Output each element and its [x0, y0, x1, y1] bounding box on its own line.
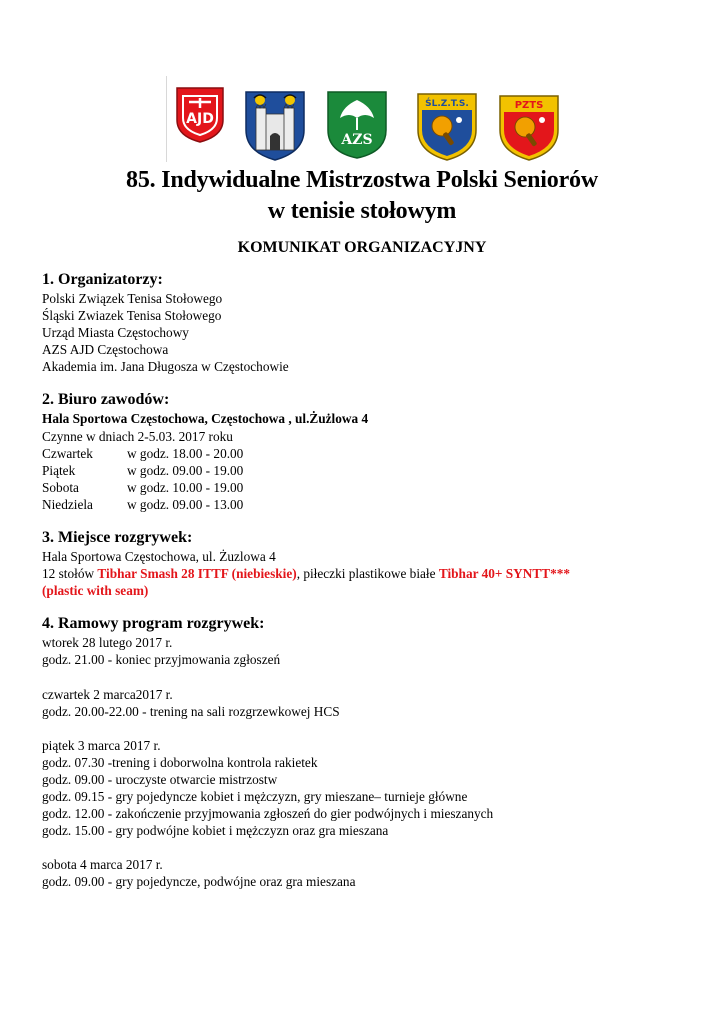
pzts-logo: [498, 94, 560, 164]
schedule-item: godz. 20.00-22.00 - trening na sali rozgrzewkowej HCS: [42, 703, 340, 719]
schedule-item: godz. 21.00 - koniec przyjmowania zgłoszeń: [42, 652, 281, 668]
balls-note: (plastic with seam): [42, 583, 149, 599]
logo-divider: [166, 76, 167, 162]
section3-heading: 3. Miejsce rozgrywek:: [42, 529, 193, 547]
organizer-line: AZS AJD Częstochowa: [42, 342, 169, 358]
schedule-item: godz. 09.15 - gry pojedyncze kobiet i mężczyzn, gry mieszane– turnieje główne: [42, 788, 468, 804]
office-hours-row: [42, 479, 702, 496]
office-hours-time: w godz. 09.00 - 13.00: [127, 496, 244, 512]
schedule-item: godz. 07.30 -trening i doborwolna kontrola rakietek: [42, 754, 318, 770]
organizer-line: Akademia im. Jana Długosza w Częstochowie: [42, 359, 289, 375]
office-hours-row: [42, 462, 702, 479]
schedule-item: godz. 12.00 - zakończenie przyjmowania zgłoszeń do gier podwójnych i mieszanych: [42, 806, 494, 822]
balls-brand: Tibhar 40+ SYNTT***: [438, 566, 571, 582]
page-title-line1: 85. Indywidualne Mistrzostwa Polski Seniorów: [126, 167, 598, 193]
czestochowa-coat-of-arms: [244, 90, 306, 162]
logos-row: [166, 76, 566, 166]
schedule-item: godz. 09.00 - gry pojedyncze, podwójne oraz gra mieszana: [42, 874, 356, 890]
office-hours-day: Piątek: [42, 462, 76, 478]
office-hours-row: [42, 496, 702, 513]
schedule-date: sobota 4 marca 2017 r.: [42, 857, 163, 873]
azs-logo-text: AZS: [341, 132, 373, 148]
office-hours-time: w godz. 10.00 - 19.00: [127, 479, 244, 495]
section4-heading: 4. Ramowy program rozgrywek:: [42, 615, 265, 633]
pzts-logo-text: PZTS: [514, 100, 544, 111]
schedule-item: godz. 15.00 - gry podwójne kobiet i mężczyzn oraz gra mieszana: [42, 823, 389, 839]
page-title-line2: w tenisie stołowym: [267, 198, 457, 224]
tables-brand: Tibhar Smash 28 ITTF (niebieskie): [97, 566, 297, 582]
office-hours-time: w godz. 09.00 - 19.00: [127, 462, 244, 478]
office-hours-time: w godz. 18.00 - 20.00: [127, 445, 244, 461]
document-body: [42, 270, 702, 890]
section1-heading: 1. Organizatorzy:: [42, 271, 163, 288]
tables-prefix: 12 stołów: [42, 566, 98, 582]
office-hours-day: Sobota: [42, 479, 79, 495]
organizer-line: Urząd Miasta Częstochowy: [42, 325, 189, 341]
page-subtitle: KOMUNIKAT ORGANIZACYJNY: [237, 239, 487, 256]
schedule-item: godz. 09.00 - uroczyste otwarcie mistrzostw: [42, 771, 278, 787]
office-hours-day: Czwartek: [42, 445, 93, 461]
office-hours-row: [42, 445, 702, 462]
office-hours-day: Niedziela: [42, 496, 93, 512]
slzts-logo: [416, 92, 478, 162]
schedule-date: wtorek 28 lutego 2017 r.: [42, 635, 173, 651]
equipment-line: [42, 565, 702, 582]
schedule-date: piątek 3 marca 2017 r.: [42, 737, 161, 753]
office-open-dates: Czynne w dniach 2-5.03. 2017 roku: [42, 428, 233, 444]
section2-heading: 2. Biuro zawodów:: [42, 391, 170, 409]
balls-text: , piłeczki plastikowe białe: [296, 566, 439, 582]
ajd-logo: [175, 86, 225, 144]
schedule-date: czwartek 2 marca2017 r.: [42, 686, 173, 702]
organizer-line: Polski Związek Tenisa Stołowego: [42, 291, 223, 306]
azs-logo: [326, 90, 388, 160]
competition-venue: Hala Sportowa Częstochowa, ul. Żuzlowa 4: [42, 549, 276, 565]
organizer-line: Śląski Zwiazek Tenisa Stołowego: [42, 308, 222, 324]
ajd-logo-text: AJD: [186, 111, 214, 127]
office-venue: Hala Sportowa Częstochowa, Częstochowa , ul.Żużlowa 4: [42, 411, 369, 427]
slzts-logo-text: ŚL.Z.T.S.: [425, 99, 469, 109]
